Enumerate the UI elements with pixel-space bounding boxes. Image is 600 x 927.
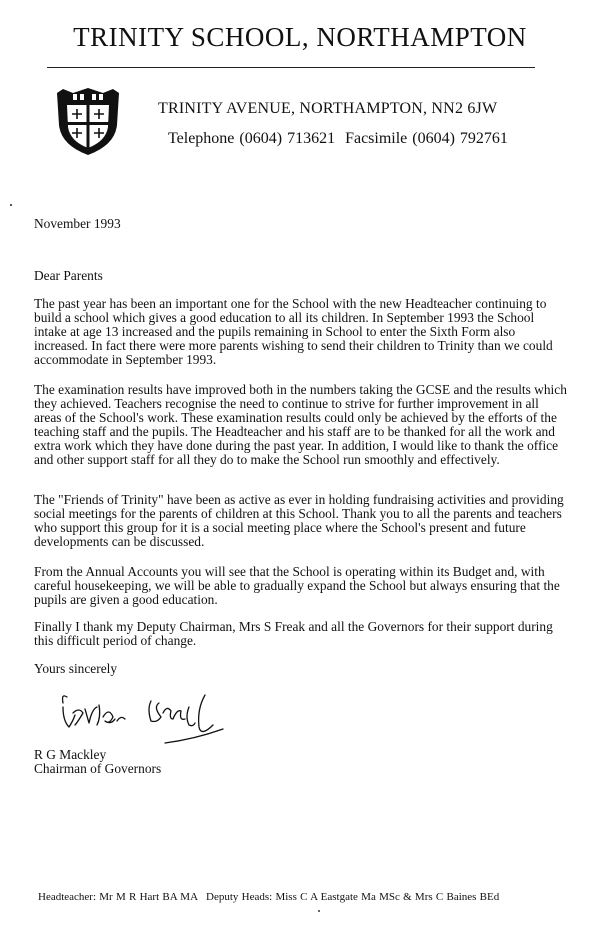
contact-line bbox=[168, 130, 508, 148]
school-name: TRINITY SCHOOL, NORTHAMPTON bbox=[73, 22, 527, 52]
handwritten-signature bbox=[55, 683, 235, 748]
signer-title: Chairman of Governors bbox=[34, 761, 162, 776]
school-address: TRINITY AVENUE, NORTHAMPTON, NN2 6JW bbox=[158, 100, 498, 117]
closing: Yours sincerely bbox=[34, 661, 118, 676]
paragraph-2: The examination results have improved both in the numbers taking the GCSE and the results which they achieved. Teachers recognise the need to continue to strive for further improvement in all areas of the School's work. These examination results could only be achieved by the efforts of the teaching staff and the pupils. The Headteacher and his staff are to be thanked for all the work and extra work which they have done during the past year. In addition, I would like to thank the office and other support staff for all they do to make the School run smoothly and effectively. bbox=[34, 382, 567, 467]
school-crest-icon bbox=[53, 85, 123, 157]
margin-mark bbox=[10, 204, 12, 206]
salutation: Dear Parents bbox=[34, 268, 103, 283]
footer-mark bbox=[318, 910, 320, 912]
deputy-heads-line: Deputy Heads: Miss C A Eastgate Ma MSc & Mrs C Baines BEd bbox=[206, 891, 500, 903]
paragraph-1: The past year has been an important one for the School with the new Headteacher continuing to build a school which gives a good education to all its children. In September 1993 the School intake at age 13 increased and the pupils remaining in School to enter the Sixth Form also increased. In fact there were more parents wishing to send their children to Trinity than we could accommodate in September 1993. bbox=[34, 296, 553, 367]
letter-date: November 1993 bbox=[34, 216, 121, 231]
paragraph-3: The "Friends of Trinity" have been as active as ever in holding fundraising activities and providing social meetings for the parents of children at this School. Thank you to all the parents and teachers who support this group for it is a social meeting place where the School's present and future developments can be discussed. bbox=[34, 492, 564, 549]
facsimile-number: Facsimile (0604) 792761 bbox=[345, 130, 508, 147]
signer-name: R G Mackley bbox=[34, 747, 107, 762]
letterhead-rule bbox=[47, 67, 535, 68]
paragraph-5: Finally I thank my Deputy Chairman, Mrs S Freak and all the Governors for their support during this difficult period of change. bbox=[34, 619, 553, 648]
paragraph-4: From the Annual Accounts you will see that the School is operating within its Budget and, with careful housekeeping, we will be able to gradually expand the School but always ensuring that the pupils are given a good education. bbox=[34, 564, 560, 607]
staff-footer bbox=[38, 891, 499, 903]
headteacher-line: Headteacher: Mr M R Hart BA MA bbox=[38, 891, 199, 903]
telephone-number: Telephone (0604) 713621 bbox=[168, 130, 336, 147]
